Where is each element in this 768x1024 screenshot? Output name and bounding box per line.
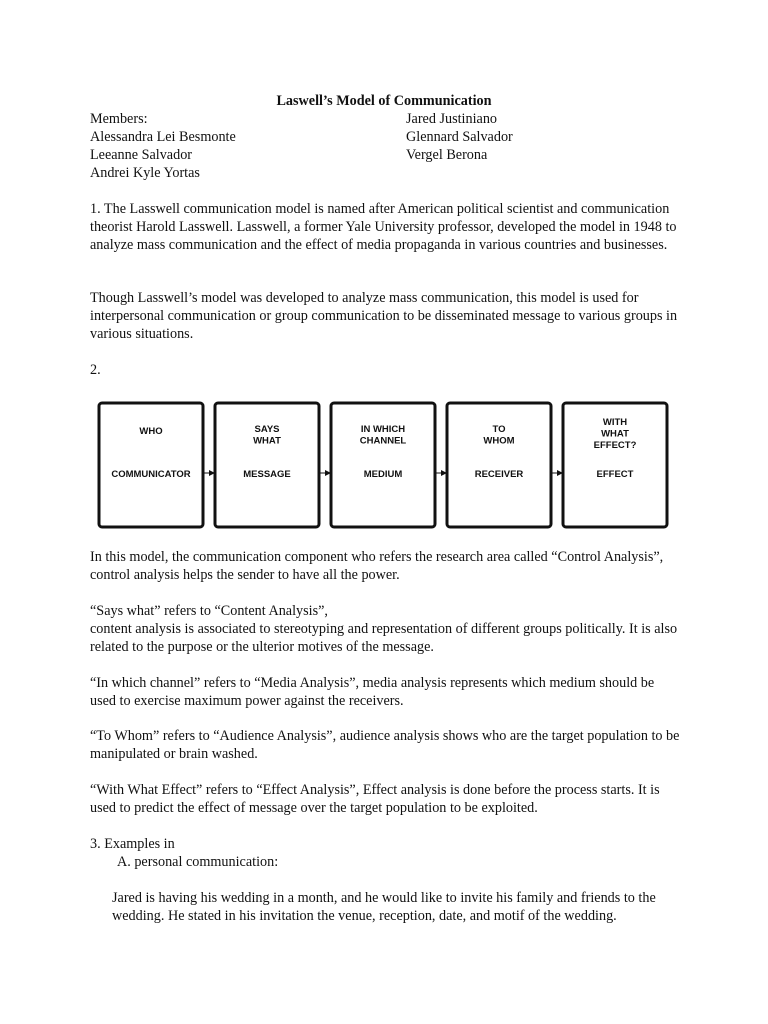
- lasswell-model-diagram: [96, 398, 684, 532]
- member-name: Jared Justiniano: [406, 111, 498, 127]
- diagram-question-label: CHANNEL: [359, 435, 407, 447]
- diagram-box-frame: [215, 403, 319, 527]
- paragraph-media-analysis: “In which channel” refers to “Media Analysis”, media analysis represents which medium should be used to exercise maximum power against the receivers.: [90, 675, 655, 709]
- diagram-component-label: MEDIUM: [363, 469, 403, 480]
- member-name: Vergel Berona: [406, 147, 488, 163]
- diagram-question-label: SAYS: [254, 424, 280, 435]
- subsection-a-label: A. personal communication:: [117, 854, 279, 870]
- diagram-box: [563, 403, 667, 527]
- member-name: Glennard Salvador: [406, 129, 513, 145]
- member-name: Leeanne Salvador: [90, 147, 193, 163]
- diagram-component-label: EFFECT: [596, 469, 634, 480]
- section-3-heading: 3. Examples in: [90, 836, 175, 852]
- paragraph-content-analysis-heading: “Says what” refers to “Content Analysis”,: [90, 603, 328, 619]
- diagram-svg: [96, 398, 684, 532]
- diagram-question-label: WHOM: [483, 435, 515, 447]
- diagram-box: [99, 403, 203, 527]
- paragraph-control-analysis: In this model, the communication component who refers the research area called “Control Analysis”, control analysis helps the sender to have all the power.: [90, 549, 664, 583]
- paragraph-history: 1. The Lasswell communication model is named after American political scientist and communication theorist Harold Lasswell. Lasswell, a former Yale University professor, developed the model in 1948 to analyze mass communication and the effect of media propaganda in various countries and businesses.: [90, 201, 677, 253]
- diagram-component-label: COMMUNICATOR: [111, 469, 191, 480]
- paragraph-audience-analysis: “To Whom” refers to “Audience Analysis”, audience analysis shows who are the target population to be manipulated or brain washed.: [90, 728, 680, 762]
- diagram-component-label: RECEIVER: [474, 469, 524, 480]
- diagram-question-label: WHAT: [253, 435, 281, 447]
- diagram-question-label: EFFECT?: [593, 440, 637, 451]
- member-name: Andrei Kyle Yortas: [90, 165, 200, 181]
- document-title: Laswell’s Model of Communication: [276, 93, 492, 109]
- diagram-question-label: IN WHICH: [360, 424, 406, 435]
- paragraph-effect-analysis: “With What Effect” refers to “Effect Analysis”, Effect analysis is done before the process starts. It is used to predict the effect of message over the target population to be exploited.: [90, 782, 660, 816]
- diagram-box-frame: [447, 403, 551, 527]
- paragraph-content-analysis: content analysis is associated to stereotyping and representation of different groups politically. It is also related to the purpose or the ulterior motives of the message.: [90, 621, 678, 655]
- diagram-question-label: WHAT: [601, 428, 629, 440]
- paragraph-usage: Though Lasswell’s model was developed to analyze mass communication, this model is used for interpersonal communication or group communication to be disseminated message to various groups in various situations.: [90, 290, 678, 342]
- diagram-box: [215, 403, 319, 527]
- diagram-question-label: WHO: [139, 426, 163, 437]
- member-name: Alessandra Lei Besmonte: [90, 129, 236, 145]
- diagram-box-frame: [99, 403, 203, 527]
- diagram-box: [331, 403, 435, 527]
- diagram-box: [447, 403, 551, 527]
- section-2-label: 2.: [90, 362, 101, 378]
- diagram-box-frame: [331, 403, 435, 527]
- members-label: Members:: [90, 111, 148, 127]
- paragraph-example-personal: Jared is having his wedding in a month, and he would like to invite his family and friends to the wedding. He stated in his invitation the venue, reception, date, and motif of the wedding.: [112, 890, 656, 924]
- diagram-component-label: MESSAGE: [243, 469, 291, 480]
- diagram-question-label: TO: [492, 424, 506, 435]
- diagram-question-label: WITH: [602, 417, 628, 428]
